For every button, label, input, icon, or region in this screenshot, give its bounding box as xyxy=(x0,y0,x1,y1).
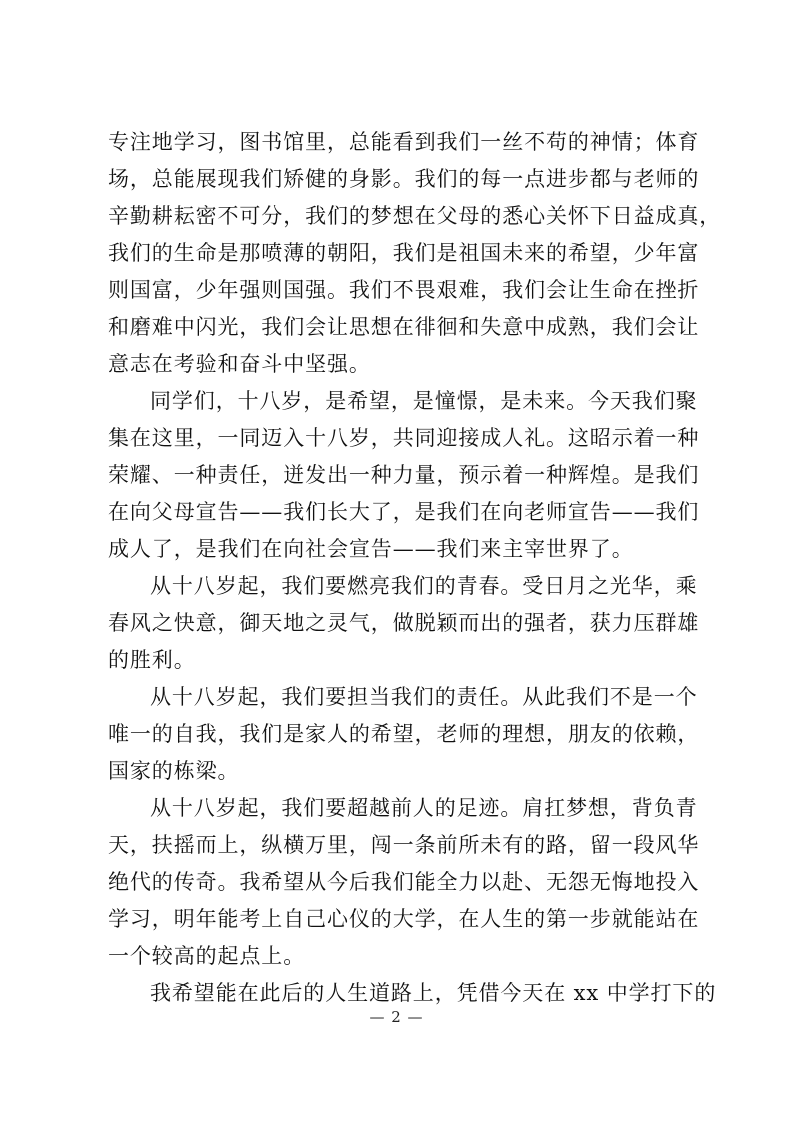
text-line: 我希望能在此后的人生道路上，凭借今天在 xx 中学打下的 xyxy=(150,981,717,1005)
text-line: 唯一的自我，我们是家人的希望，老师的理想，朋友的依赖， xyxy=(108,722,700,746)
text-line: 意志在考验和奋斗中坚强。 xyxy=(108,352,371,376)
text-line: 一个较高的起点上。 xyxy=(108,944,306,968)
text-line: 春风之快意，御天地之灵气，做脱颖而出的强者，获力压群雄 xyxy=(108,611,700,635)
page-number: — 2 — xyxy=(369,1008,424,1026)
text-line: 专注地学习，图书馆里，总能看到我们一丝不苟的神情；体育 xyxy=(108,130,700,154)
text-line: 场，总能展现我们矫健的身影。我们的每一点进步都与老师的 xyxy=(108,167,700,191)
text-line: 从十八岁起，我们要超越前人的足迹。肩扛梦想，背负青 xyxy=(150,796,698,820)
text-line: 我们的生命是那喷薄的朝阳，我们是祖国未来的希望，少年富 xyxy=(108,241,700,265)
text-line: 同学们，十八岁，是希望，是憧憬，是未来。今天我们聚 xyxy=(150,389,698,413)
text-line: 绝代的传奇。我希望从今后我们能全力以赴、无怨无悔地投入 xyxy=(108,870,700,894)
text-line: 天，扶摇而上，纵横万里，闯一条前所未有的路，留一段风华 xyxy=(108,833,700,857)
text-line: 从十八岁起，我们要燃亮我们的青春。受日月之光华，乘 xyxy=(150,574,698,598)
text-line: 则国富，少年强则国强。我们不畏艰难，我们会让生命在挫折 xyxy=(108,278,700,302)
text-line: 和磨难中闪光，我们会让思想在徘徊和失意中成熟，我们会让 xyxy=(108,315,700,339)
text-line: 成人了，是我们在向社会宣告——我们来主宰世界了。 xyxy=(108,537,634,561)
text-line: 从十八岁起，我们要担当我们的责任。从此我们不是一个 xyxy=(150,685,698,709)
text-line: 集在这里，一同迈入十八岁，共同迎接成人礼。这昭示着一种 xyxy=(108,426,700,450)
text-line: 的胜利。 xyxy=(108,648,196,672)
text-line: 学习，明年能考上自己心仪的大学，在人生的第一步就能站在 xyxy=(108,907,700,931)
text-line: 在向父母宣告——我们长大了，是我们在向老师宣告——我们 xyxy=(108,500,700,524)
text-line: 辛勤耕耘密不可分，我们的梦想在父母的悉心关怀下日益成真， xyxy=(108,204,722,228)
text-line: 荣耀、一种责任，迸发出一种力量，预示着一种辉煌。是我们 xyxy=(108,463,700,487)
text-line: 国家的栋梁。 xyxy=(108,759,240,783)
